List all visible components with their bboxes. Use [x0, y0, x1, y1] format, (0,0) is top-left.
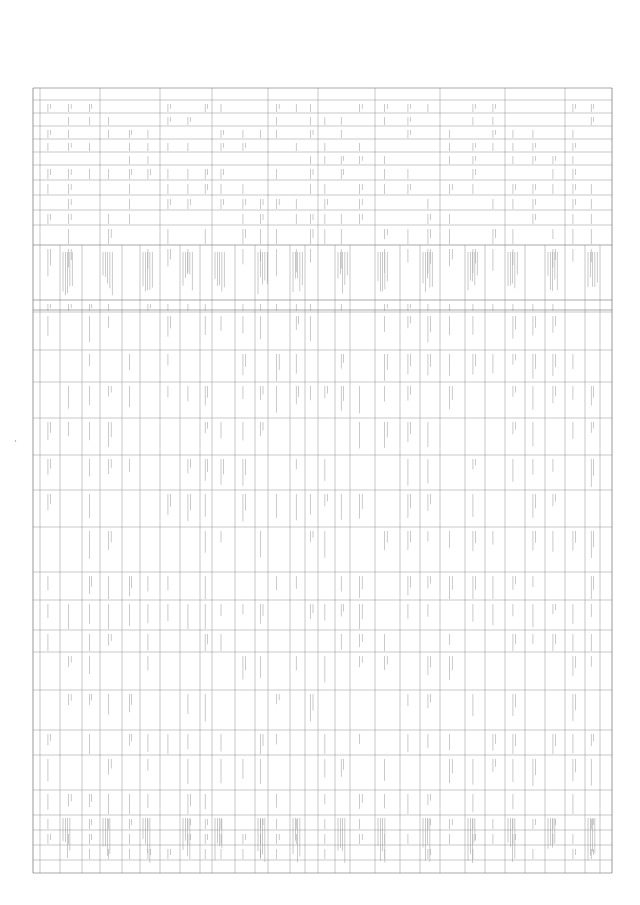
stray-mark — [15, 440, 16, 442]
table-cell-scribbles — [48, 104, 597, 863]
table-column-dividers — [33, 88, 612, 873]
